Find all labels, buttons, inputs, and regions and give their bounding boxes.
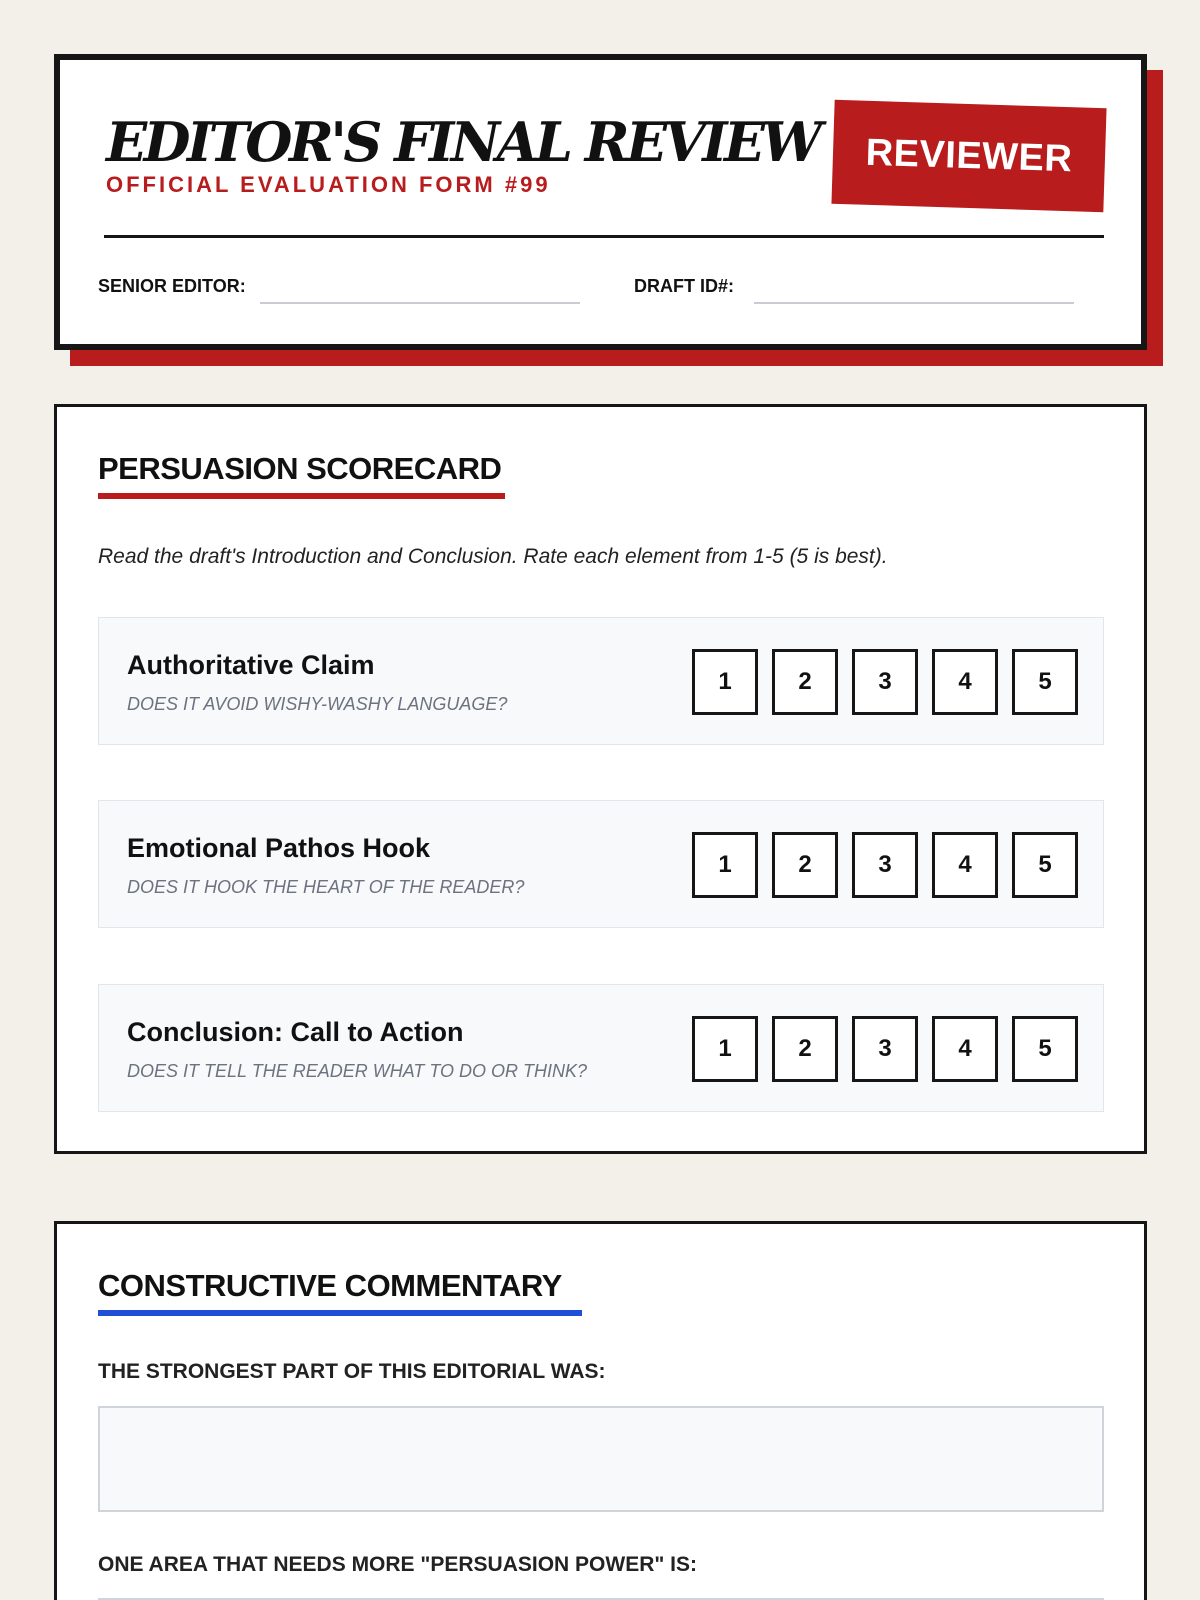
rating-group	[692, 649, 1078, 715]
draft-id-field[interactable]	[754, 302, 1074, 304]
header-card	[54, 54, 1147, 350]
header-divider	[104, 235, 1104, 238]
rating-box-4[interactable]: 4	[932, 1016, 998, 1082]
commentary-title: CONSTRUCTIVE COMMENTARY	[98, 1268, 562, 1303]
strongest-part-input[interactable]	[98, 1406, 1104, 1512]
criterion-row-authoritative-claim	[98, 617, 1104, 745]
persuasion-power-label: ONE AREA THAT NEEDS MORE "PERSUASION POWER" IS:	[98, 1553, 698, 1576]
draft-id-label: DRAFT ID#:	[634, 276, 734, 296]
commentary-title-underline	[98, 1310, 582, 1316]
form-title: EDITOR'S FINAL REVIEW	[106, 110, 819, 174]
rating-group	[692, 1016, 1078, 1082]
senior-editor-field[interactable]	[260, 302, 580, 304]
rating-box-2[interactable]: 2	[772, 649, 838, 715]
criterion-question: DOES IT AVOID WISHY-WASHY LANGUAGE?	[127, 694, 508, 714]
constructive-commentary-section	[54, 1221, 1147, 1600]
reviewer-badge: REVIEWER	[831, 100, 1106, 212]
rating-box-2[interactable]: 2	[772, 1016, 838, 1082]
rating-box-3[interactable]: 3	[852, 1016, 918, 1082]
criterion-label: Emotional Pathos Hook	[127, 833, 431, 863]
rating-box-5[interactable]: 5	[1012, 1016, 1078, 1082]
strongest-part-label: THE STRONGEST PART OF THIS EDITORIAL WAS:	[98, 1360, 606, 1383]
criterion-label: Authoritative Claim	[127, 650, 375, 680]
review-header	[54, 54, 1147, 350]
rating-box-4[interactable]: 4	[932, 832, 998, 898]
scorecard-instructions: Read the draft's Introduction and Conclusion. Rate each element from 1-5 (5 is best).	[98, 545, 888, 568]
rating-box-1[interactable]: 1	[692, 1016, 758, 1082]
criterion-question: DOES IT HOOK THE HEART OF THE READER?	[127, 877, 525, 897]
rating-group	[692, 832, 1078, 898]
form-subtitle: OFFICIAL EVALUATION FORM #99	[106, 172, 551, 197]
rating-box-3[interactable]: 3	[852, 832, 918, 898]
criterion-row-call-to-action	[98, 984, 1104, 1112]
rating-box-2[interactable]: 2	[772, 832, 838, 898]
criterion-label: Conclusion: Call to Action	[127, 1017, 464, 1047]
rating-box-4[interactable]: 4	[932, 649, 998, 715]
criterion-question: DOES IT TELL THE READER WHAT TO DO OR THINK?	[127, 1061, 588, 1081]
scorecard-title-underline	[98, 493, 505, 499]
criterion-row-emotional-pathos-hook	[98, 800, 1104, 928]
rating-box-1[interactable]: 1	[692, 832, 758, 898]
senior-editor-label: SENIOR EDITOR:	[98, 276, 246, 296]
rating-box-1[interactable]: 1	[692, 649, 758, 715]
rating-box-3[interactable]: 3	[852, 649, 918, 715]
scorecard-title: PERSUASION SCORECARD	[98, 451, 502, 486]
rating-box-5[interactable]: 5	[1012, 832, 1078, 898]
rating-box-5[interactable]: 5	[1012, 649, 1078, 715]
persuasion-scorecard-section	[54, 404, 1147, 1154]
